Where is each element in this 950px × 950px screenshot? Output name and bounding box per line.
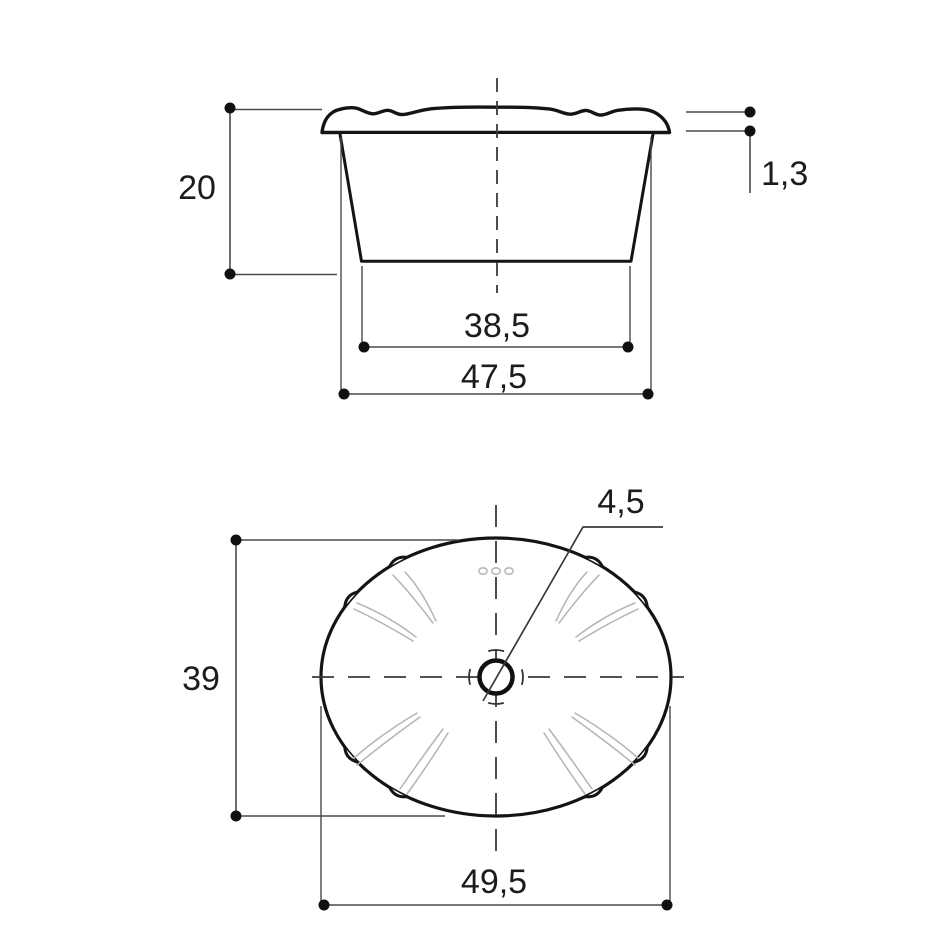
dim-dot <box>225 103 236 114</box>
dim-base-width <box>359 266 634 353</box>
side-view <box>178 78 808 400</box>
basin-rim-outline <box>322 107 670 132</box>
dim-top-width-label: 47,5 <box>460 358 528 396</box>
dim-depth-label: 39 <box>182 660 220 698</box>
dim-base-width-label: 38,5 <box>463 307 531 345</box>
dim-dot <box>643 389 654 400</box>
dim-rim-thickness-label: 1,3 <box>761 155 809 193</box>
dim-height-label: 20 <box>178 169 216 207</box>
dim-dot <box>231 535 242 546</box>
dim-plan-width-label: 49,5 <box>460 863 528 901</box>
plan-view <box>182 483 684 911</box>
dim-dot <box>359 342 370 353</box>
dim-dot <box>623 342 634 353</box>
dim-dot <box>745 107 756 118</box>
dim-rim-thickness <box>686 107 808 194</box>
dim-dot <box>339 389 350 400</box>
dim-dot <box>745 126 756 137</box>
dim-dot <box>231 811 242 822</box>
dim-drain-label: 4,5 <box>597 483 645 521</box>
dim-height <box>178 103 337 280</box>
dim-dot <box>319 900 330 911</box>
dim-dot <box>225 269 236 280</box>
dim-dot <box>662 900 673 911</box>
